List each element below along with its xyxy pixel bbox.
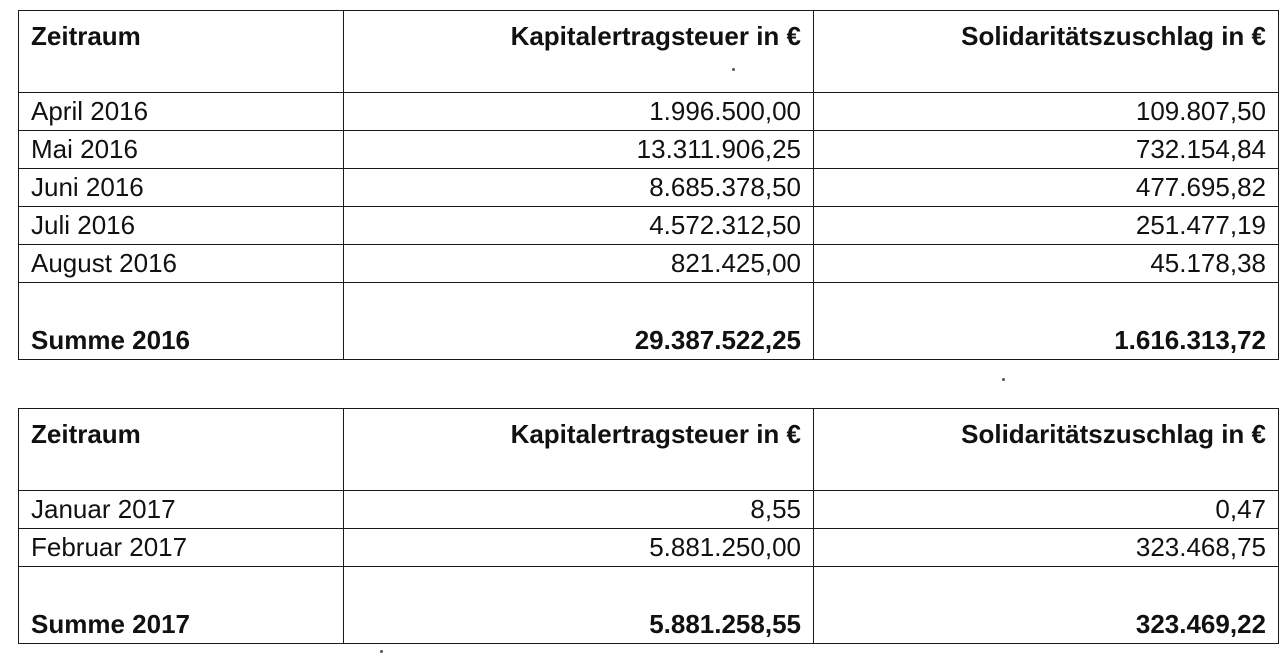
header-solidarity-surcharge: Solidaritätszuschlag in € [814,11,1279,93]
period-cell: Mai 2016 [19,131,344,169]
tax-table-2016 [18,10,1279,360]
header-period: Zeitraum [19,11,344,93]
period-cell: Juni 2016 [19,169,344,207]
header-solidarity-surcharge: Solidaritätszuschlag in € [814,409,1279,491]
capital-gains-tax-cell: 5.881.250,00 [344,529,814,567]
header-period: Zeitraum [19,409,344,491]
header-capital-gains-tax: Kapitalertragsteuer in € [344,11,814,93]
scan-speck [380,650,383,653]
total-capital-gains-tax: 29.387.522,25 [344,283,814,360]
table-row [19,529,1279,567]
table-row [19,93,1279,131]
table-row [19,245,1279,283]
header-capital-gains-tax: Kapitalertragsteuer in € [344,409,814,491]
table-row [19,131,1279,169]
capital-gains-tax-cell: 1.996.500,00 [344,93,814,131]
solidarity-surcharge-cell: 732.154,84 [814,131,1279,169]
period-cell: Januar 2017 [19,491,344,529]
capital-gains-tax-cell: 8,55 [344,491,814,529]
period-cell: April 2016 [19,93,344,131]
solidarity-surcharge-cell: 251.477,19 [814,207,1279,245]
period-cell: Februar 2017 [19,529,344,567]
table-header-row [19,409,1279,491]
table-header-row [19,11,1279,93]
total-label: Summe 2016 [19,283,344,360]
total-solidarity-surcharge: 1.616.313,72 [814,283,1279,360]
table-row [19,491,1279,529]
total-solidarity-surcharge: 323.469,22 [814,567,1279,644]
capital-gains-tax-cell: 4.572.312,50 [344,207,814,245]
capital-gains-tax-cell: 821.425,00 [344,245,814,283]
tax-table-2017 [18,408,1279,644]
period-cell: August 2016 [19,245,344,283]
total-capital-gains-tax: 5.881.258,55 [344,567,814,644]
table-total-row [19,567,1279,644]
solidarity-surcharge-cell: 45.178,38 [814,245,1279,283]
table-row [19,207,1279,245]
total-label: Summe 2017 [19,567,344,644]
capital-gains-tax-cell: 8.685.378,50 [344,169,814,207]
table-total-row [19,283,1279,360]
solidarity-surcharge-cell: 109.807,50 [814,93,1279,131]
solidarity-surcharge-cell: 0,47 [814,491,1279,529]
scan-speck [732,68,735,71]
solidarity-surcharge-cell: 477.695,82 [814,169,1279,207]
scan-speck [1002,378,1005,381]
solidarity-surcharge-cell: 323.468,75 [814,529,1279,567]
period-cell: Juli 2016 [19,207,344,245]
capital-gains-tax-cell: 13.311.906,25 [344,131,814,169]
table-row [19,169,1279,207]
